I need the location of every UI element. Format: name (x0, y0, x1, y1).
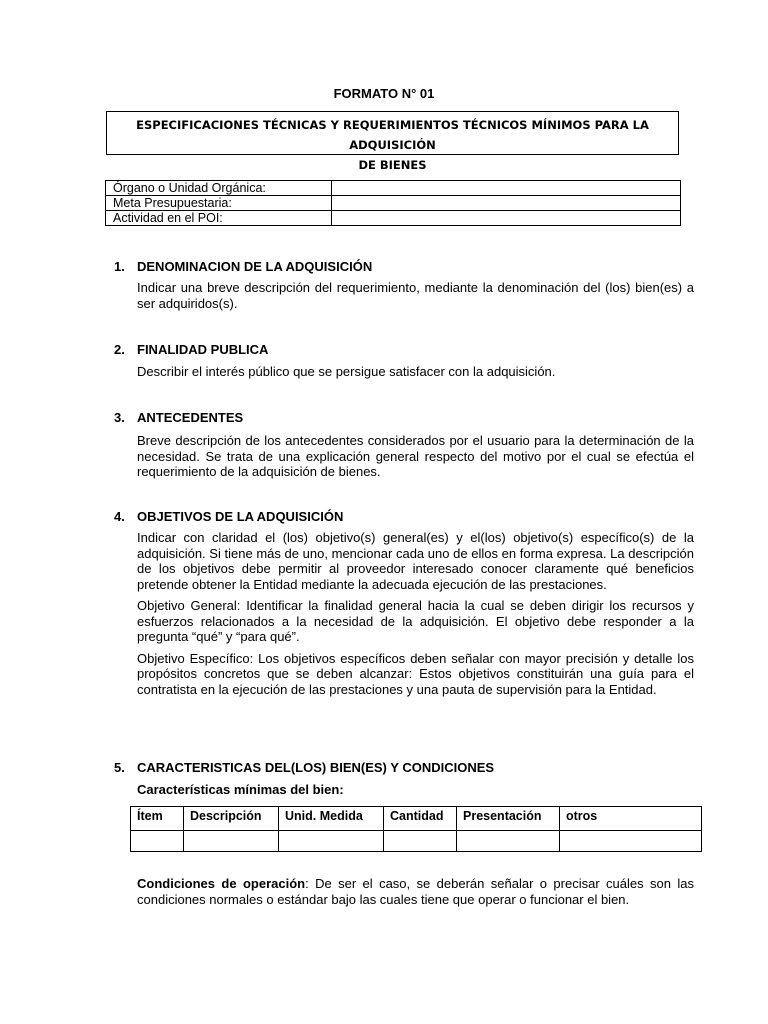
section-3-number: 3. (114, 410, 125, 425)
section-4-paragraph-general: Objetivo General: Identificar la finalidad general hacia la cual se deben dirigir los recursos y esfuerzos relacionados a la necesidad de la adquisición. El objetivo debe responder a la pregunta “qué” y “para qué”. (137, 598, 694, 644)
section-2-paragraph: Describir el interés público que se persigue satisfacer con la adquisición. (137, 364, 556, 379)
section-3-paragraph: Breve descripción de los antecedentes considerados por el usuario para la determinación de la necesidad. Se trata de una explicación general respecto del motivo por el cual se efectúa el requerimiento de la adquisición de bienes. (137, 433, 694, 479)
section-4-paragraph-1: Indicar con claridad el (los) objetivo(s) general(es) y el(los) objetivo(s) específico(s) de la adquisición. Si tiene más de uno, mencionar cada uno de ellos en forma expresa. La descripción de los objetivos debe permitir al proveedor interesado conocer claramente qué beneficios pretende obtener la Entidad mediante la adecuada ejecución de las prestaciones. (137, 530, 694, 592)
poi-activity-label: Actividad en el POI: (106, 211, 332, 226)
section-2-heading (114, 341, 694, 359)
section-3-title: ANTECEDENTES (137, 410, 244, 425)
characteristics-table (130, 806, 702, 852)
poi-activity-value[interactable] (332, 211, 681, 226)
section-1-paragraph: Indicar una breve descripción del requerimiento, mediante la denominación del (los) bien(es) a ser adquiridos(s). (137, 280, 694, 311)
budget-goal-label: Meta Presupuestaria: (106, 196, 332, 211)
org-info-table (105, 180, 681, 226)
cell-unit[interactable] (279, 831, 384, 852)
spec-title-line2: DE BIENES (358, 158, 427, 172)
table-row (106, 181, 681, 196)
section-4-heading (114, 508, 694, 526)
section-1-title: DENOMINACION DE LA ADQUISICIÓN (137, 259, 373, 274)
spec-title-line1: ESPECIFICACIONES TÉCNICAS Y REQUERIMIENTOS TÉCNICOS MÍNIMOS PARA LA ADQUISICIÓN (136, 118, 649, 152)
table-header-row (131, 807, 702, 831)
budget-goal-value[interactable] (332, 196, 681, 211)
formato-title: FORMATO N° 01 (333, 86, 435, 101)
spec-title-box (106, 111, 679, 172)
cell-item[interactable] (131, 831, 184, 852)
section-1 (114, 258, 694, 311)
section-2 (114, 341, 694, 380)
section-5 (114, 759, 694, 798)
operating-conditions-text: : De ser el caso, se deberán señalar o precisar cuáles son las condiciones normales o estándar bajo las cuales tiene que operar o funcionar el bien. (137, 876, 694, 907)
operating-conditions-paragraph (137, 876, 694, 907)
section-3-heading (114, 409, 694, 427)
section-4-number: 4. (114, 509, 125, 524)
section-2-number: 2. (114, 342, 125, 357)
col-quantity-header: Cantidad (384, 807, 457, 831)
section-5-subtitle: Características mínimas del bien: (137, 782, 344, 797)
col-item-header: Ítem (131, 807, 184, 831)
table-row (106, 196, 681, 211)
cell-others[interactable] (560, 831, 702, 852)
cell-description[interactable] (184, 831, 279, 852)
org-unit-value[interactable] (332, 181, 681, 196)
operating-conditions-label: Condiciones de operación (137, 876, 306, 891)
org-unit-label: Órgano o Unidad Orgánica: (106, 181, 332, 196)
section-3 (114, 409, 694, 480)
section-4-paragraph-specific: Objetivo Específico: Los objetivos específicos deben señalar con mayor precisión y detalle los propósitos concretos que se deben alcanzar: Estos objetivos constituirán una guía para el contratista en la ejecución de las prestaciones y una pauta de supervisión para la Entidad. (137, 650, 694, 697)
section-1-number: 1. (114, 259, 125, 274)
col-others-header: otros (560, 807, 702, 831)
section-5-number: 5. (114, 760, 125, 775)
col-unit-header: Unid. Medida (279, 807, 384, 831)
col-presentation-header: Presentación (457, 807, 560, 831)
section-1-heading (114, 258, 694, 276)
section-4-title: OBJETIVOS DE LA ADQUISICIÓN (137, 509, 344, 524)
cell-presentation[interactable] (457, 831, 560, 852)
section-5-heading (114, 759, 694, 777)
section-2-title: FINALIDAD PUBLICA (137, 342, 269, 357)
table-row (106, 211, 681, 226)
col-description-header: Descripción (184, 807, 279, 831)
section-5-title: CARACTERISTICAS DEL(LOS) BIEN(ES) Y CONDICIONES (137, 760, 495, 775)
cell-quantity[interactable] (384, 831, 457, 852)
table-row (131, 831, 702, 852)
section-4 (114, 508, 694, 697)
